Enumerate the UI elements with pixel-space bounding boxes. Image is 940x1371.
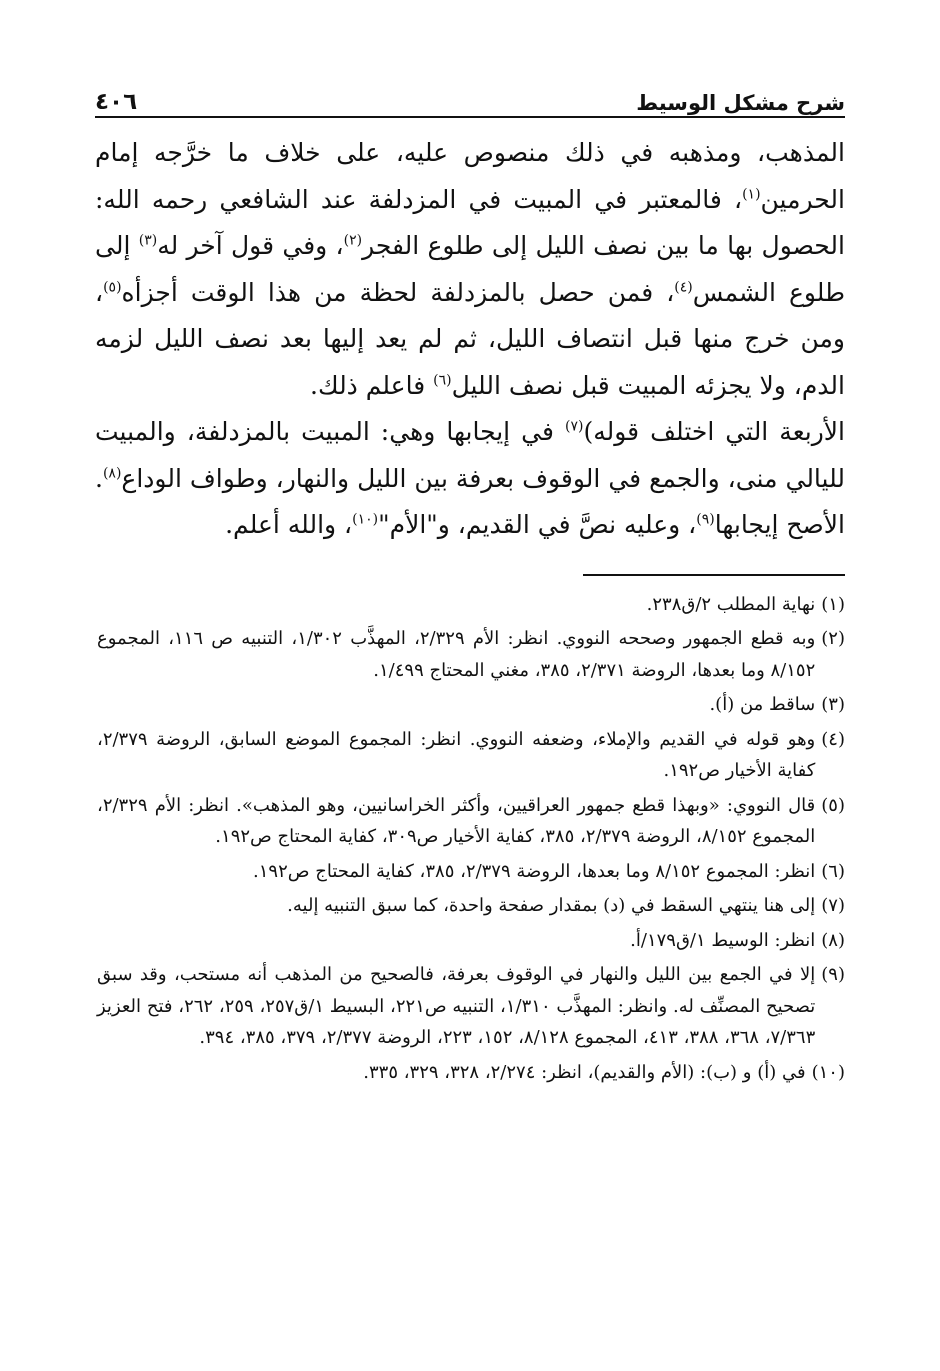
footnote-marker[interactable]: (١) xyxy=(742,186,761,203)
page-header xyxy=(95,78,845,118)
footnote-text: انظر: المجموع ٨/١٥٢ وما بعدها، الروضة ٢/٣٧٩، ٣٨٥، كفاية المحتاج ص١٩٢. xyxy=(253,860,816,882)
text-run: فاعلم ذلك. xyxy=(310,370,434,400)
text-run: إلى طلوع الشمس xyxy=(95,231,845,307)
footnote-number: (٧) xyxy=(821,895,845,916)
text-run: ، ومن خرج منها قبل انتصاف الليل، ثم لم يعد إليها بعد نصف الليل لزمه الدم، ولا يجزئه المبيت قبل نصف الليل xyxy=(95,277,845,400)
footnote xyxy=(97,589,845,621)
footnote-text: إلى هنا ينتهي السقط في (د) بمقدار صفحة واحدة، كما سبق التنبيه إليه. xyxy=(287,895,816,916)
footnote-marker[interactable]: (٣) xyxy=(138,232,158,249)
paragraph xyxy=(95,130,845,409)
footnote-number: (٢) xyxy=(821,628,845,649)
footnote xyxy=(97,689,845,721)
text-run: الأربعة التي اختلف قوله) xyxy=(583,417,845,446)
text-run: ، وعليه نصَّ في القديم، و"الأم" xyxy=(378,510,697,539)
footnote-text: وهو قوله في القديم والإملاء، وضعفه النووي. انظر: المجموع الموضع السابق، الروضة ٢/٣٧٩، كفاية الأخيار ص١٩٢. xyxy=(97,728,816,781)
footnote-marker[interactable]: (٤) xyxy=(674,279,693,296)
footnote-number: (١) xyxy=(821,593,845,615)
text-run: ، فمن حصل بالمزدلفة لحظة من هذا الوقت أجزأه xyxy=(121,277,675,307)
footnote-text: قال النووي: «وبهذا قطع جمهور العراقيين، وأكثر الخراسانيين، وهو المذهب». انظر: الأم ٢/٣٢٩، المجموع ٨/١٥٢، الروضة ٢/٣٧٩، ٣٨٥، كفاية الأخيار ص٣٠٩، كفاية المحتاج ص١٩٢. xyxy=(97,794,816,847)
text-run: ، فالمعتبر في المبيت في المزدلفة عند الشافعي رحمه الله: الحصول بها ما بين نصف الليل إلى طلوع الفجر xyxy=(95,184,845,260)
text-run: في إيجابها وهي: المبيت بالمزدلفة، والمبيت لليالي منى، والجمع في الوقوف بعرفة بين الليل والنهار، وطواف الوداع xyxy=(95,417,845,493)
footnote-marker[interactable]: (١٠) xyxy=(352,511,379,528)
page-number: ٤٠٦ xyxy=(95,89,138,115)
footnote-number: (٩) xyxy=(821,964,845,985)
footnote-marker[interactable]: (٧) xyxy=(565,418,584,435)
footnote xyxy=(97,623,845,686)
paragraph xyxy=(95,409,845,549)
footnote-marker[interactable]: (٦) xyxy=(433,372,452,389)
footnotes xyxy=(95,589,845,1089)
footnote-number: (٨) xyxy=(821,929,845,951)
text-run: المذهب، ومذهبه في ذلك منصوص عليه، على خلاف ما خرَّجه إمام الحرمين xyxy=(95,138,845,214)
footnote-number: (٤) xyxy=(821,728,845,750)
text-run: . الأصح إيجابها xyxy=(95,463,845,539)
footnote-marker[interactable]: (٩) xyxy=(696,511,715,528)
footnote-text: انظر: الوسيط ١/ق١٧٩/أ. xyxy=(630,929,816,951)
text-run: ، والله أعلم. xyxy=(225,510,353,539)
footnote-text: في (أ) و (ب): (الأم والقديم)، انظر: ٢/٢٧٤، ٣٢٨، ٣٢٩، ٣٣٥. xyxy=(363,1061,806,1083)
footnote-marker[interactable]: (٨) xyxy=(102,465,122,482)
footnote xyxy=(97,856,845,888)
footnote xyxy=(97,959,845,1054)
main-text xyxy=(95,130,845,549)
footnote-text: ساقط من (أ). xyxy=(709,694,816,715)
text-run: ، وفي قول آخر له xyxy=(157,231,344,260)
footnote-text: إلا في الجمع بين الليل والنهار في الوقوف بعرفة، فالصحيح من المذهب أنه مستحب، وقد سبق تصحيح المصنِّف له. وانظر: المهذَّب ١/٣١٠، التنبيه ص٢٢١، البسيط ١/ق٢٥٧، ٢٥٩، ٢٦٢، فتح العزيز ٧/٣٦٣، ٣٦٨، ٣٨٨، ٤١٣، المجموع ٨/١٢٨، ١٥٢، ٢٢٣، الروضة ٢/٣٧٧، ٣٧٩، ٣٨٥، ٣٩٤. xyxy=(97,964,816,1048)
footnote xyxy=(97,890,845,922)
footnote-marker[interactable]: (٥) xyxy=(103,279,122,296)
footnote-number: (٦) xyxy=(821,860,845,882)
footnote-text: نهاية المطلب ٢/ق٢٣٨. xyxy=(646,593,816,615)
footnote-number: (١٠) xyxy=(811,1061,845,1083)
running-title: شرح مشكل الوسيط xyxy=(636,91,845,115)
footnote xyxy=(97,724,845,787)
footnote-marker[interactable]: (٢) xyxy=(343,232,363,249)
footnote xyxy=(97,1057,845,1089)
footnote xyxy=(97,925,845,957)
footnote-number: (٥) xyxy=(821,794,845,816)
footnote xyxy=(97,790,845,853)
footnote-separator xyxy=(583,574,845,576)
footnote-text: وبه قطع الجمهور وصححه النووي. انظر: الأم ٢/٣٢٩، المهذَّب ١/٣٠٢، التنبيه ص ١١٦، المجموع ٨/١٥٢ وما بعدها، الروضة ٢/٣٧١، ٣٨٥، مغني المحتاج ١/٤٩٩. xyxy=(97,628,816,681)
footnote-number: (٣) xyxy=(821,694,845,715)
